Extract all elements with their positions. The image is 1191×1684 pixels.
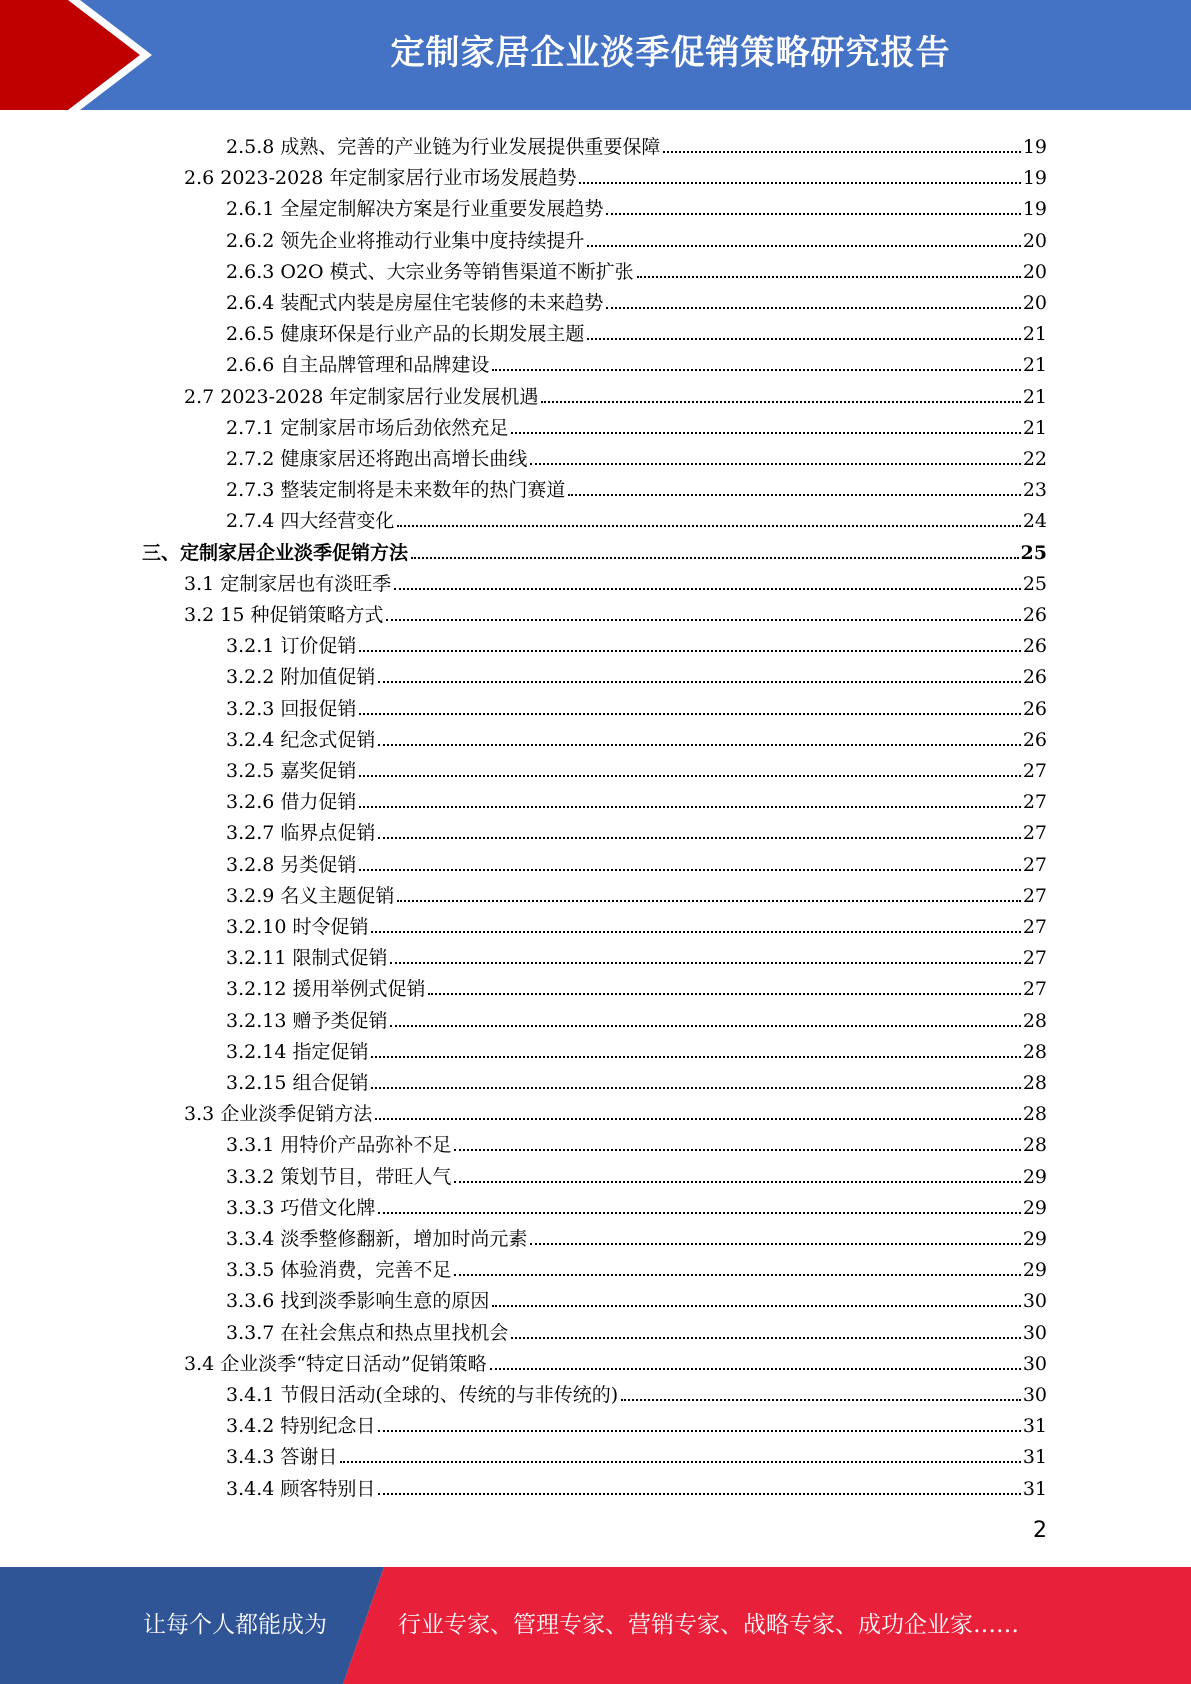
toc-entry-page: 19	[1022, 136, 1047, 158]
toc-entry[interactable]	[226, 782, 1047, 813]
toc-entry-page: 27	[1022, 760, 1047, 782]
toc-entry[interactable]	[184, 1344, 1047, 1375]
page-title: 定制家居企业淡季促销策略研究报告	[390, 33, 951, 73]
toc-dot-leader	[378, 681, 1020, 683]
toc-entry[interactable]	[226, 127, 1047, 158]
toc-entry-title: 3.2.5 嘉奖促销	[226, 760, 357, 782]
toc-entry[interactable]	[184, 595, 1047, 626]
toc-entry-page: 24	[1022, 510, 1047, 533]
toc-entry-title: 2.7.2 健康家居还将跑出高增长曲线	[226, 448, 528, 470]
toc-entry-title: 2.5.8 成熟、完善的产业链为行业发展提供重要保障	[226, 136, 661, 158]
toc-entry-page: 21	[1022, 416, 1047, 439]
toc-entry[interactable]	[226, 1219, 1047, 1250]
toc-dot-leader	[359, 713, 1020, 715]
toc-entry-page: 30	[1022, 1384, 1047, 1406]
toc-entry-page: 27	[1022, 853, 1047, 876]
toc-entry-title: 2.6.6 自主品牌管理和品牌建设	[226, 354, 490, 377]
toc-entry-page: 29	[1022, 1165, 1047, 1188]
toc-entry[interactable]	[226, 252, 1047, 283]
toc-dot-leader	[587, 338, 1020, 340]
page-header	[0, 0, 1191, 110]
toc-entry-title: 3.3.5 体验消费，完善不足	[226, 1259, 452, 1282]
toc-entry[interactable]	[226, 1375, 1047, 1406]
toc-entry-title: 3.2.15 组合促销	[226, 1072, 369, 1094]
toc-dot-leader	[454, 1181, 1020, 1183]
footer-slogan-right: 行业专家、管理专家、营销专家、战略专家、成功企业家……	[398, 1612, 1019, 1638]
toc-dot-leader	[490, 1368, 1021, 1370]
toc-entry-page: 26	[1022, 604, 1047, 626]
toc-entry-page: 26	[1022, 697, 1047, 720]
toc-entry-title: 3.2 15 种促销策略方式	[184, 604, 384, 626]
toc-entry[interactable]	[226, 1032, 1047, 1063]
toc-dot-leader	[371, 1087, 1020, 1089]
toc-entry[interactable]	[226, 1157, 1047, 1188]
toc-entry-page: 31	[1022, 1415, 1047, 1438]
toc-entry[interactable]	[184, 1094, 1047, 1125]
toc-entry-title: 3.2.2 附加值促销	[226, 666, 376, 689]
toc-entry-page: 26	[1022, 635, 1047, 658]
toc-entry[interactable]	[226, 470, 1047, 501]
toc-dot-leader	[359, 650, 1020, 652]
toc-entry[interactable]	[184, 564, 1047, 595]
toc-dot-leader	[378, 744, 1020, 746]
toc-entry[interactable]	[226, 907, 1047, 938]
toc-entry-title: 3.4.3 答谢日	[226, 1446, 338, 1469]
toc-entry[interactable]	[226, 689, 1047, 720]
toc-entry-page: 23	[1022, 479, 1047, 502]
page-number: 2	[1033, 1518, 1047, 1543]
footer-slogan-left: 让每个人都能成为	[143, 1612, 327, 1638]
toc-dot-leader	[511, 432, 1020, 434]
toc-dot-leader	[454, 1149, 1020, 1151]
toc-dot-leader	[411, 557, 1019, 559]
toc-entry-page: 21	[1022, 385, 1047, 408]
toc-entry-title: 3.1 定制家居也有淡旺季	[184, 572, 392, 595]
toc-entry[interactable]	[226, 408, 1047, 439]
toc-entry-title: 2.6.4 装配式内装是房屋住宅装修的未来趋势	[226, 292, 604, 314]
toc-dot-leader	[394, 588, 1021, 590]
toc-entry[interactable]	[142, 533, 1047, 564]
toc-entry[interactable]	[226, 720, 1047, 751]
toc-entry-title: 3.3 企业淡季促销方法	[184, 1103, 373, 1126]
toc-dot-leader	[541, 401, 1020, 403]
toc-entry-title: 三、定制家居企业淡季促销方法	[142, 541, 409, 564]
toc-entry-title: 2.7.4 四大经营变化	[226, 510, 395, 533]
toc-dot-leader	[606, 307, 1020, 309]
toc-entry[interactable]	[226, 314, 1047, 345]
toc-entry[interactable]	[226, 221, 1047, 252]
toc-entry[interactable]	[226, 657, 1047, 688]
toc-entry[interactable]	[226, 1469, 1047, 1500]
toc-entry[interactable]	[226, 1437, 1047, 1468]
toc-entry-page: 29	[1022, 1196, 1047, 1219]
toc-entry-title: 2.7 2023-2028 年定制家居行业发展机遇	[184, 385, 539, 408]
toc-entry-page: 27	[1022, 947, 1047, 970]
chevron-arrow-icon	[0, 0, 160, 110]
toc-entry-page: 30	[1022, 1290, 1047, 1313]
toc-entry[interactable]	[226, 439, 1047, 470]
toc-entry-page: 28	[1022, 1072, 1047, 1094]
toc-entry-title: 2.6.2 领先企业将推动行业集中度持续提升	[226, 229, 585, 252]
toc-dot-leader	[454, 1274, 1020, 1276]
toc-dot-leader	[568, 494, 1020, 496]
toc-entry-page: 19	[1022, 198, 1047, 221]
toc-dot-leader	[378, 837, 1020, 839]
toc-dot-leader	[530, 1243, 1020, 1245]
toc-entry[interactable]	[184, 158, 1047, 189]
toc-entry-title: 3.2.1 订价促销	[226, 635, 357, 658]
toc-entry-title: 3.2.13 赠予类促销	[226, 1009, 388, 1032]
toc-entry-title: 3.4.2 特别纪念日	[226, 1415, 376, 1438]
toc-entry-page: 26	[1022, 666, 1047, 689]
toc-entry-page: 28	[1022, 1040, 1047, 1063]
toc-entry-page: 30	[1022, 1352, 1047, 1375]
toc-dot-leader	[428, 993, 1020, 995]
toc-entry[interactable]	[226, 345, 1047, 376]
toc-entry-title: 3.3.4 淡季整修翻新，增加时尚元素	[226, 1228, 528, 1250]
toc-dot-leader	[606, 213, 1020, 215]
toc-entry[interactable]	[226, 969, 1047, 1000]
toc-entry-title: 3.3.3 巧借文化牌	[226, 1196, 376, 1219]
toc-entry-title: 3.2.4 纪念式促销	[226, 728, 376, 751]
toc-dot-leader	[492, 1305, 1020, 1307]
toc-entry-page: 20	[1022, 229, 1047, 252]
toc-entry[interactable]	[226, 876, 1047, 907]
toc-entry[interactable]	[226, 1063, 1047, 1094]
toc-entry-title: 3.2.8 另类促销	[226, 853, 357, 876]
toc-entry-page: 19	[1022, 167, 1047, 190]
toc-dot-leader	[378, 1493, 1020, 1495]
toc-dot-leader	[492, 369, 1020, 371]
toc-entry-page: 27	[1022, 916, 1047, 938]
toc-entry-page: 22	[1022, 448, 1047, 470]
toc-entry-title: 2.6 2023-2028 年定制家居行业市场发展趋势	[184, 167, 577, 190]
toc-dot-leader	[397, 900, 1020, 902]
toc-entry[interactable]	[226, 283, 1047, 314]
toc-entry-title: 3.2.7 临界点促销	[226, 822, 376, 845]
toc-entry-title: 3.2.9 名义主题促销	[226, 884, 395, 907]
toc-entry[interactable]	[226, 1281, 1047, 1312]
toc-entry-title: 2.6.5 健康环保是行业产品的长期发展主题	[226, 323, 585, 346]
toc-dot-leader	[621, 1399, 1021, 1401]
toc-entry[interactable]	[184, 377, 1047, 408]
toc-dot-leader	[378, 1212, 1020, 1214]
toc-entry[interactable]	[226, 1250, 1047, 1281]
toc-entry-title: 3.4.4 顾客特别日	[226, 1477, 376, 1500]
toc-entry-title: 3.3.2 策划节目，带旺人气	[226, 1165, 452, 1188]
toc-entry-page: 28	[1022, 1103, 1047, 1126]
toc-entry-page: 21	[1022, 354, 1047, 377]
toc-entry-page: 25	[1020, 541, 1047, 564]
toc-entry-title: 3.2.3 回报促销	[226, 697, 357, 720]
toc-entry-title: 3.2.6 借力促销	[226, 791, 357, 814]
toc-entry-page: 27	[1022, 791, 1047, 814]
toc-dot-leader	[359, 775, 1020, 777]
toc-entry-title: 3.3.6 找到淡季影响生意的原因	[226, 1290, 490, 1313]
toc-dot-leader	[397, 525, 1020, 527]
toc-entry-title: 3.2.14 指定促销	[226, 1040, 369, 1063]
toc-dot-leader	[340, 1461, 1020, 1463]
toc-entry-page: 30	[1022, 1321, 1047, 1344]
toc-entry[interactable]	[226, 1313, 1047, 1344]
toc-dot-leader	[579, 182, 1020, 184]
toc-entry[interactable]	[226, 1406, 1047, 1437]
toc-entry[interactable]	[226, 813, 1047, 844]
toc-entry-page: 31	[1022, 1477, 1047, 1500]
toc-entry-page: 29	[1022, 1259, 1047, 1282]
toc-entry[interactable]	[226, 501, 1047, 532]
toc-entry-title: 3.2.11 限制式促销	[226, 947, 388, 970]
toc-entry-title: 3.4.1 节假日活动(全球的、传统的与非传统的)	[226, 1384, 619, 1406]
toc-entry-title: 2.7.3 整装定制将是未来数年的热门赛道	[226, 479, 566, 502]
toc-entry-page: 29	[1022, 1228, 1047, 1250]
toc-entry[interactable]	[226, 189, 1047, 220]
toc-entry[interactable]	[226, 1001, 1047, 1032]
page-footer	[0, 1567, 1191, 1684]
toc-entry-page: 21	[1022, 323, 1047, 346]
toc-entry[interactable]	[226, 626, 1047, 657]
toc-dot-leader	[371, 931, 1020, 933]
toc-entry-title: 2.6.3 O2O 模式、大宗业务等销售渠道不断扩张	[226, 260, 634, 283]
toc-dot-leader	[511, 1337, 1020, 1339]
toc-entry[interactable]	[226, 751, 1047, 782]
toc-entry-page: 27	[1022, 978, 1047, 1001]
toc-entry-page: 27	[1022, 822, 1047, 845]
toc-entry-page: 28	[1022, 1009, 1047, 1032]
toc-entry-title: 3.3.7 在社会焦点和热点里找机会	[226, 1321, 509, 1344]
toc-dot-leader	[359, 869, 1020, 871]
toc-entry-title: 2.7.1 定制家居市场后劲依然充足	[226, 416, 509, 439]
toc-entry[interactable]	[226, 845, 1047, 876]
toc-entry-page: 25	[1022, 572, 1047, 595]
toc-entry-title: 2.6.1 全屋定制解决方案是行业重要发展趋势	[226, 198, 604, 221]
toc-dot-leader	[390, 1025, 1020, 1027]
toc-entry-page: 27	[1022, 884, 1047, 907]
toc-entry[interactable]	[226, 1125, 1047, 1156]
toc-dot-leader	[390, 962, 1020, 964]
toc-dot-leader	[371, 1056, 1020, 1058]
toc-dot-leader	[359, 806, 1020, 808]
toc-dot-leader	[587, 245, 1020, 247]
toc-entry-page: 28	[1022, 1134, 1047, 1157]
toc-entry-page: 26	[1022, 728, 1047, 751]
toc-entry-page: 31	[1022, 1446, 1047, 1469]
toc-entry-page: 20	[1022, 292, 1047, 314]
toc-entry-title: 3.4 企业淡季“特定日活动”促销策略	[184, 1352, 487, 1375]
toc-entry-title: 3.2.10 时令促销	[226, 916, 369, 938]
toc-entry-page: 20	[1022, 260, 1047, 283]
toc-entry[interactable]	[226, 938, 1047, 969]
toc-dot-leader	[378, 1430, 1020, 1432]
toc-dot-leader	[386, 619, 1020, 621]
toc-entry[interactable]	[226, 1188, 1047, 1219]
toc-entry-title: 3.3.1 用特价产品弥补不足	[226, 1134, 452, 1157]
toc-dot-leader	[637, 276, 1021, 278]
toc-dot-leader	[375, 1118, 1021, 1120]
toc-entry-title: 3.2.12 援用举例式促销	[226, 978, 426, 1001]
toc-dot-leader	[530, 463, 1020, 465]
toc-dot-leader	[663, 151, 1020, 153]
